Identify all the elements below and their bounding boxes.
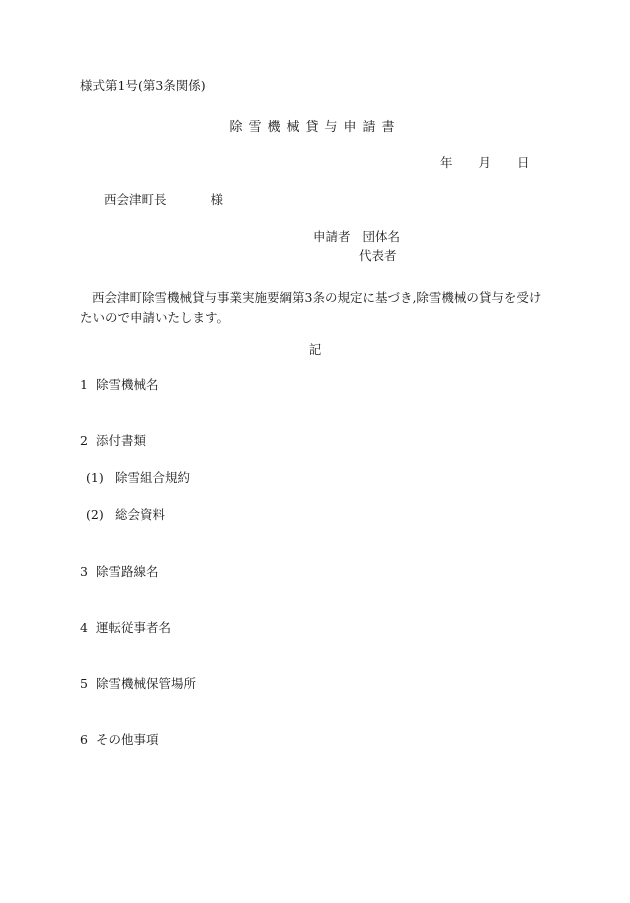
applicant-label: 申請者 [313,229,351,244]
attachment-number: (1) [86,470,104,485]
applicant-org-line [313,231,400,244]
date-year-label: 年 [440,155,453,170]
item-operator-name [80,622,171,635]
org-name-label: 団体名 [362,229,401,244]
item-label: その他事項 [96,732,159,747]
representative-label: 代表者 [359,248,397,263]
addressee-name: 西会津町長 [104,192,167,207]
item-number: 5 [80,676,88,691]
date-line [440,157,530,170]
attachment-union-rules [86,472,190,485]
application-body-text: 西会津町除雪機械貸与事業実施要綱第3条の規定に基づき,除雪機械の貸与を受けたいので申請いたします。 [80,290,542,325]
item-label: 添付書類 [96,433,147,448]
item-label: 除雪機械名 [96,377,159,392]
document-title: 除雪機械貸与申請書 [229,120,401,135]
item-label: 除雪機械保管場所 [96,676,197,691]
item-number: 2 [80,433,88,448]
ki-heading: 記 [308,342,322,357]
item-snow-route-name [80,566,159,579]
item-number: 6 [80,732,88,747]
item-number: 4 [80,620,88,635]
attachment-label: 除雪組合規約 [115,470,191,485]
item-label: 運転従事者名 [96,620,172,635]
item-other-matters [80,734,159,747]
addressee [104,194,223,207]
item-snow-machine-name [80,379,159,392]
item-number: 1 [80,377,88,392]
form-number: 様式第1号(第3条関係) [80,78,206,93]
date-month-label: 月 [478,155,492,170]
attachment-general-meeting [86,509,165,522]
item-attachments [80,435,146,448]
item-number: 3 [80,564,88,579]
attachment-label: 総会資料 [115,507,166,522]
date-day-label: 日 [517,155,530,170]
attachment-number: (2) [86,507,104,522]
item-storage-location [80,678,196,691]
addressee-honorific: 様 [210,192,224,207]
item-label: 除雪路線名 [96,564,159,579]
